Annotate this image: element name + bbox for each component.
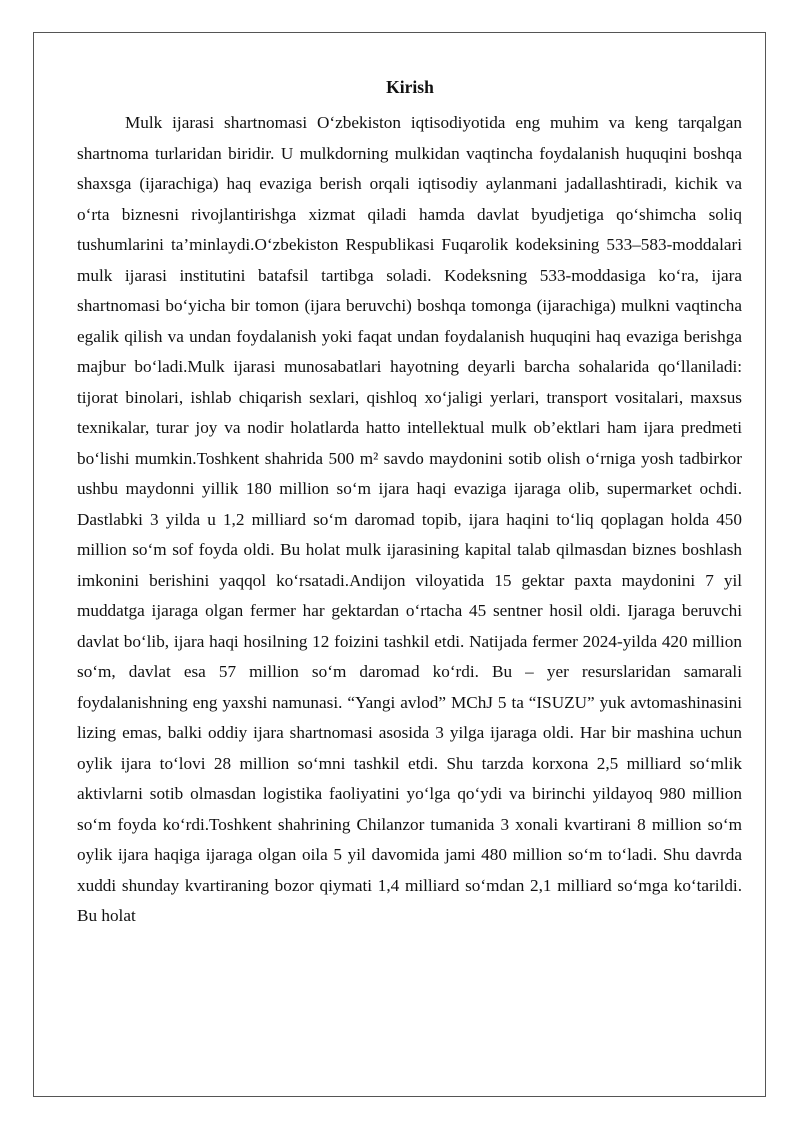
body-paragraph: Mulk ijarasi shartnomasi O‘zbekiston iqtisodiyotida eng muhim va keng tarqalgan shartnoma turlaridan biridir. U mulkdorning mulkidan vaqtincha foydalanish huquqini boshqa shaxsga (ijarachiga) haq evaziga berish orqali iqtisodiy aylanmani jadallashtiradi, kichik va o‘rta biznesni rivojlantirishga xizmat qiladi hamda davlat byudjetiga qo‘shimcha soliq tushumlarini ta’minlaydi.O‘zbekiston Respublikasi Fuqarolik kodeksining 533–583-moddalari mulk ijarasi institutini batafsil tartibga soladi. Kodeksning 533-moddasiga ko‘ra, ijara shartnomasi bo‘yicha bir tomon (ijara beruvchi) boshqa tomonga (ijarachiga) mulkni vaqtincha egalik qilish va undan foydalanish yoki faqat undan foydalanish huquqini haq evaziga berishga majbur bo‘ladi.Mulk ijarasi munosabatlari hayotning deyarli barcha sohalarida qo‘llaniladi: tijorat binolari, ishlab chiqarish sexlari, qishloq xo‘jaligi yerlari, transport vositalari, maxsus texnikalar, turar joy va nodir holatlarda hatto intellektual mulk ob’ektlari ham ijara predmeti bo‘lishi mumkin.Toshkent shahrida 500 m² savdo maydonini sotib olish o‘rniga yosh tadbirkor ushbu maydonni yillik 180 million so‘m ijara haqi evaziga ijaraga olib, supermarket ochdi. Dastlabki 3 yilda u 1,2 milliard so‘m daromad topib, ijara haqini to‘liq qoplagan holda 450 million so‘m sof foyda oldi. Bu holat mulk ijarasining kapital talab qilmasdan biznes boshlash imkonini berishini yaqqol ko‘rsatadi.Andijon viloyatida 15 gektar paxta maydonini 7 yil muddatga ijaraga olgan fermer har gektardan o‘rtacha 45 sentner hosil oldi. Ijaraga beruvchi davlat bo‘lib, ijara haqi hosilning 12 foizini tashkil etdi. Natijada fermer 2024-yilda 420 million so‘m, davlat esa 57 million so‘m daromad ko‘rdi. Bu – yer resurslaridan samarali foydalanishning eng yaxshi namunasi. “Yangi avlod” MChJ 5 ta “ISUZU” yuk avtomashinasini lizing emas, balki oddiy ijara shartnomasi asosida 3 yilga ijaraga oldi. Har bir mashina uchun oylik ijara to‘lovi 28 million so‘mni tashkil etdi. Shu tarzda korxona 2,5 milliard so‘mlik aktivlarni sotib olmasdan logistika faoliyatini yo‘lga qo‘ydi va birinchi yildayoq 980 million so‘m foyda ko‘rdi.Toshkent shahrining Chilanzor tumanida 3 xonali kvartirani 8 million so‘m oylik ijara haqiga ijaraga olgan oila 5 yil davomida jami 480 million so‘m to‘ladi. Shu davrda xuddi shunday kvartiraning bozor qiymati 1,4 milliard so‘mdan 2,1 milliard so‘mga ko‘tarildi. Bu holat [77, 113, 742, 925]
section-heading: Kirish [386, 77, 434, 97]
